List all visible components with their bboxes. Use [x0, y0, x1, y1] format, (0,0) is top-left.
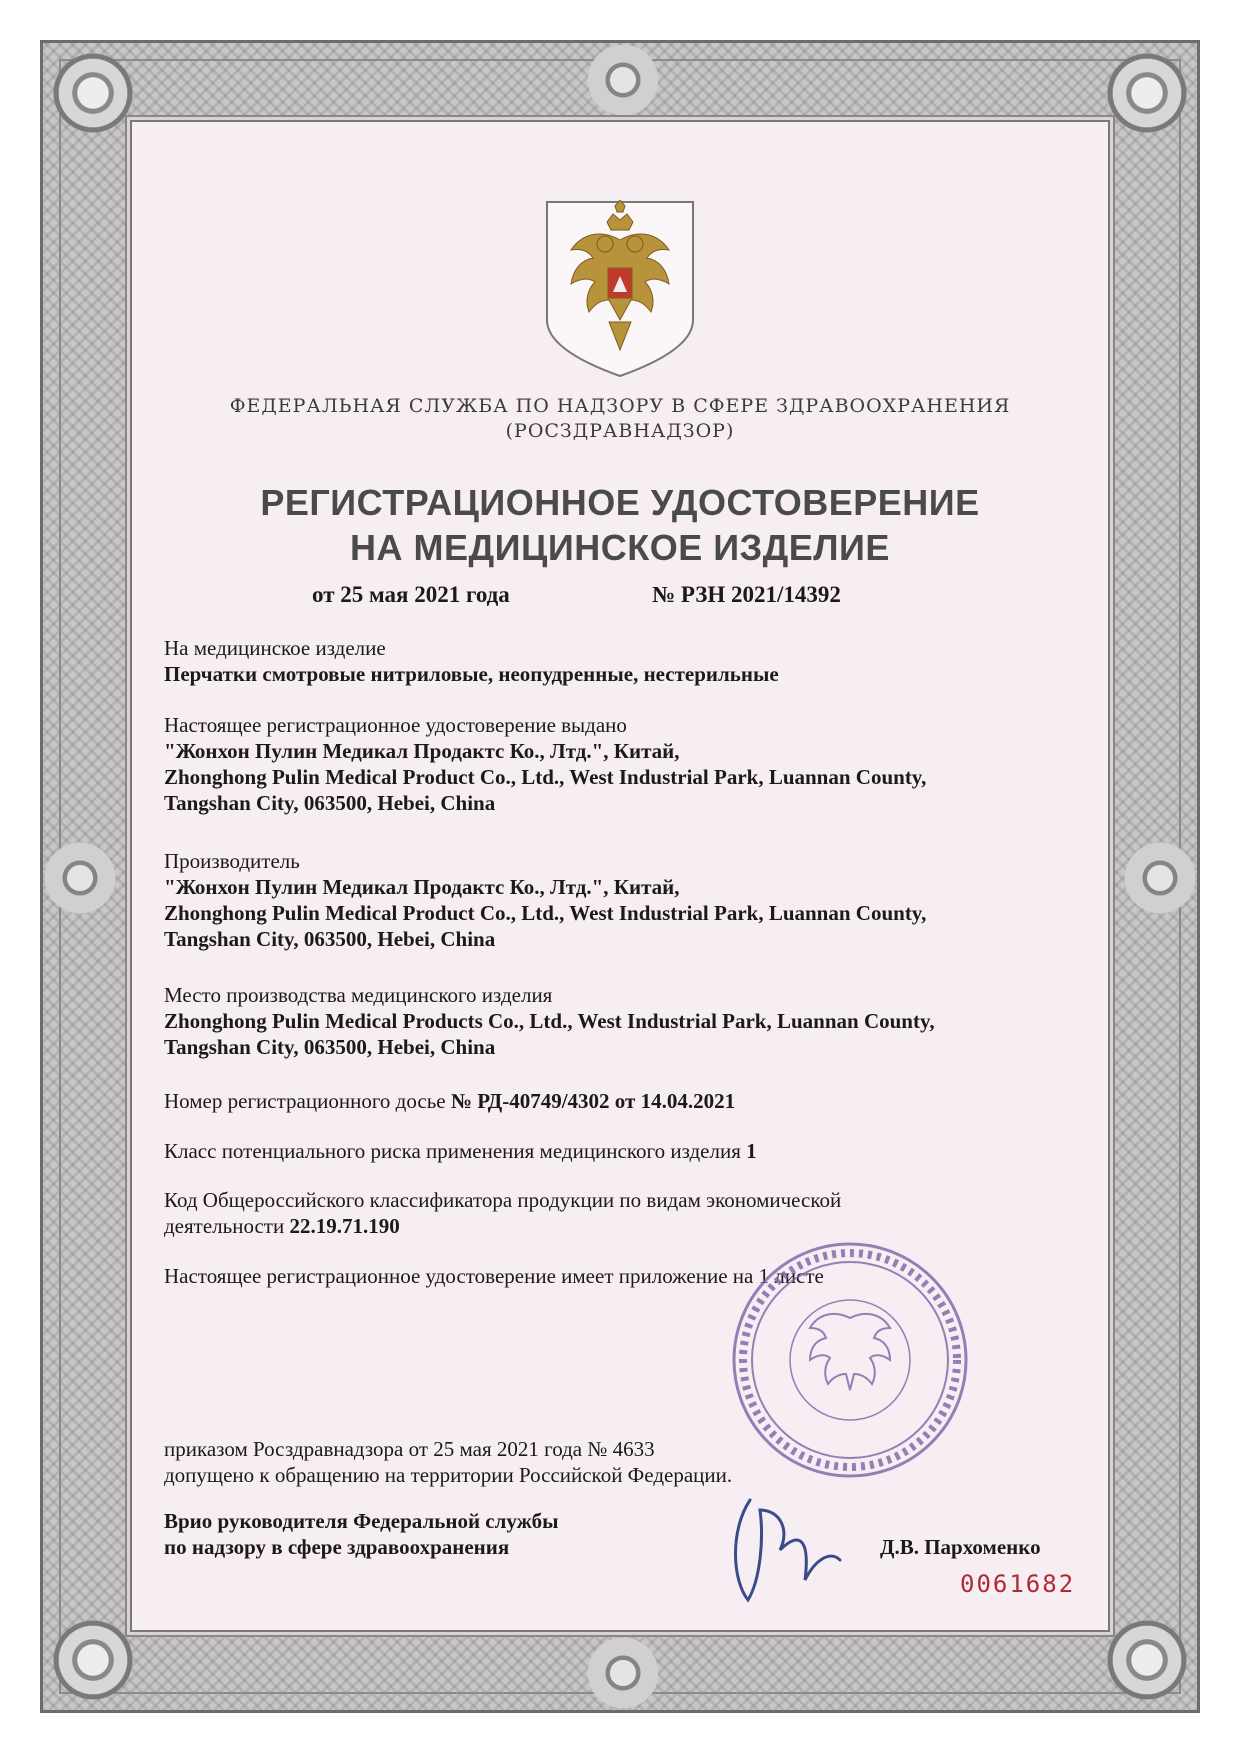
issued-to-section [164, 712, 1094, 816]
issued-to-line: Tangshan City, 063500, Hebei, China [164, 791, 496, 815]
dossier-number: № РД-40749/4302 от 14.04.2021 [450, 1089, 736, 1113]
position-line: Врио руководителя Федеральной службы [164, 1509, 559, 1533]
manufacturer-line: Tangshan City, 063500, Hebei, China [164, 927, 496, 951]
position-line: по надзору в сфере здравоохранения [164, 1535, 510, 1559]
order-section [164, 1436, 1094, 1488]
order-line: приказом Росздравнадзора от 25 мая 2021 года № 4633 [164, 1437, 655, 1461]
annex-note: Настоящее регистрационное удостоверение имеет приложение на 1 листе [164, 1264, 824, 1288]
okpd-code: 22.19.71.190 [289, 1214, 400, 1238]
manufacturer-line: Zhonghong Pulin Medical Product Co., Ltd., West Industrial Park, Luannan County, [164, 901, 927, 925]
okpd-label: Код Общероссийского классификатора продукции по видам экономической [164, 1188, 842, 1212]
serial-number: 0061682 [960, 1570, 1076, 1598]
production-site-line: Zhonghong Pulin Medical Products Co., Ltd., West Industrial Park, Luannan County, [164, 1009, 935, 1033]
handwritten-signature-icon [720, 1490, 850, 1610]
issue-date: от 25 мая 2021 года [312, 582, 510, 607]
document-title: РЕГИСТРАЦИОННОЕ УДОСТОВЕРЕНИЕ [260, 482, 980, 523]
rosette-ornament [35, 833, 125, 923]
risk-class-section [164, 1138, 1094, 1164]
device-label: На медицинское изделие [164, 636, 386, 660]
agency-name: ФЕДЕРАЛЬНАЯ СЛУЖБА ПО НАДЗОРУ В СФЕРЕ ЗДРАВООХРАНЕНИЯ [229, 395, 1011, 417]
manufacturer-section [164, 848, 1094, 952]
issued-to-line: Zhonghong Pulin Medical Product Co., Ltd., West Industrial Park, Luannan County, [164, 765, 927, 789]
dossier-section [164, 1088, 1094, 1114]
agency-abbreviation: (РОСЗДРАВНАДЗОР) [505, 420, 735, 442]
coat-of-arms-icon [543, 200, 697, 378]
issued-to-line: "Жонхон Пулин Медикал Продактс Ко., Лтд.", Китай, [164, 739, 680, 763]
risk-class-value: 1 [746, 1139, 757, 1163]
issued-to-label: Настоящее регистрационное удостоверение выдано [164, 713, 627, 737]
production-site-section [164, 982, 1094, 1060]
document-subtitle: НА МЕДИЦИНСКОЕ ИЗДЕЛИЕ [350, 527, 890, 568]
rosette-ornament [1115, 833, 1205, 923]
rosette-ornament [578, 1628, 668, 1718]
risk-class-label: Класс потенциального риска применения медицинского изделия [164, 1139, 741, 1163]
okpd-label: деятельности [164, 1214, 285, 1238]
signatory-name: Д.В. Пархоменко [880, 1535, 1041, 1559]
production-site-line: Tangshan City, 063500, Hebei, China [164, 1035, 496, 1059]
manufacturer-line: "Жонхон Пулин Медикал Продактс Ко., Лтд.", Китай, [164, 875, 680, 899]
manufacturer-label: Производитель [164, 849, 300, 873]
order-line: допущено к обращению на территории Российской Федерации. [164, 1463, 733, 1487]
production-site-label: Место производства медицинского изделия [164, 983, 553, 1007]
rosette-ornament [578, 35, 668, 125]
okpd-section [164, 1187, 1094, 1239]
dossier-label: Номер регистрационного досье [164, 1089, 446, 1113]
device-name: Перчатки смотровые нитриловые, неопудренные, нестерильные [164, 662, 779, 686]
device-section [164, 635, 1094, 687]
certificate-number: № РЗН 2021/14392 [652, 582, 841, 607]
